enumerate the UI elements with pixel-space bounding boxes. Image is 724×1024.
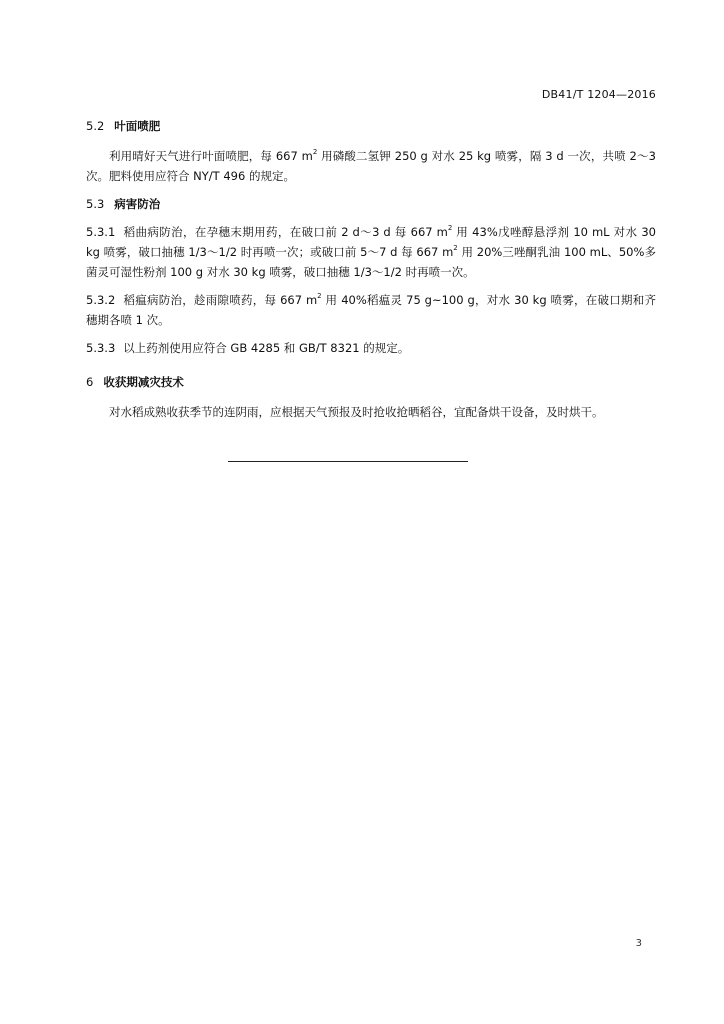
clause-text: 以上药剂使用应符合 GB 4285 和 GB/T 8321 的规定。 <box>123 341 410 355</box>
section-6-paragraph: 对水稻成熟收获季节的连阴雨，应根据天气预报及时抢收抢晒稻谷，宜配备烘干设备，及时烘干。 <box>109 405 604 419</box>
section-number: 6 <box>86 375 94 389</box>
superscript: 2 <box>447 224 453 232</box>
standard-code: DB41/T 1204—2016 <box>541 88 656 101</box>
section-title: 叶面喷肥 <box>114 119 161 133</box>
clause-number: 5.3.3 <box>86 341 116 355</box>
section-5-2-paragraph <box>86 146 656 186</box>
paragraph-text: 利用晴好天气进行叶面喷肥，每 667 m <box>109 149 313 163</box>
clause-5-3-2 <box>86 290 656 330</box>
superscript: 2 <box>317 292 322 300</box>
end-of-document-line <box>228 461 468 462</box>
superscript: 2 <box>312 148 318 156</box>
paragraph-text: 用磷酸二氢钾 250 g 对水 25 kg 喷雾，隔 3 d 一次，共喷 2～3 次。肥料使用应符合 NY/T 496 的规定。 <box>86 149 656 183</box>
page-number: 3 <box>635 938 642 949</box>
clause-text: 用 43%戊唑醇悬浮剂 10 mL 对水 30 kg 喷雾，破口抽穗 1/3～1/2 时再喷一次；或破口前 5～7 d 每 667 m <box>86 225 656 259</box>
superscript: 2 <box>453 244 458 252</box>
clause-5-3-3 <box>86 338 656 358</box>
clause-number: 5.3.2 <box>86 293 116 307</box>
section-5-2-heading <box>86 118 656 134</box>
clause-text: 用 20%三唑酮乳油 100 mL、50%多菌灵可湿性粉剂 100 g 对水 30 kg 喷雾，破口抽穗 1/3～1/2 时再喷一次。 <box>86 245 656 279</box>
section-number: 5.3 <box>86 197 105 211</box>
clause-number: 5.3.1 <box>86 225 116 239</box>
document-body <box>86 118 656 422</box>
clause-5-3-1 <box>86 222 656 282</box>
section-title: 收获期减灾技术 <box>103 375 184 389</box>
section-number: 5.2 <box>86 119 105 133</box>
section-title: 病害防治 <box>114 197 161 211</box>
clause-text: 用 40%稻瘟灵 75 g~100 g，对水 30 kg 喷雾，在破口期和齐穗期各喷 1 次。 <box>86 293 656 327</box>
section-5-3-heading <box>86 196 656 212</box>
section-6-heading <box>86 374 656 390</box>
clause-text: 稻曲病防治，在孕穗末期用药，在破口前 2 d～3 d 每 667 m <box>123 225 448 239</box>
clause-text: 稻瘟病防治，趁雨隙喷药，每 667 m <box>123 293 318 307</box>
